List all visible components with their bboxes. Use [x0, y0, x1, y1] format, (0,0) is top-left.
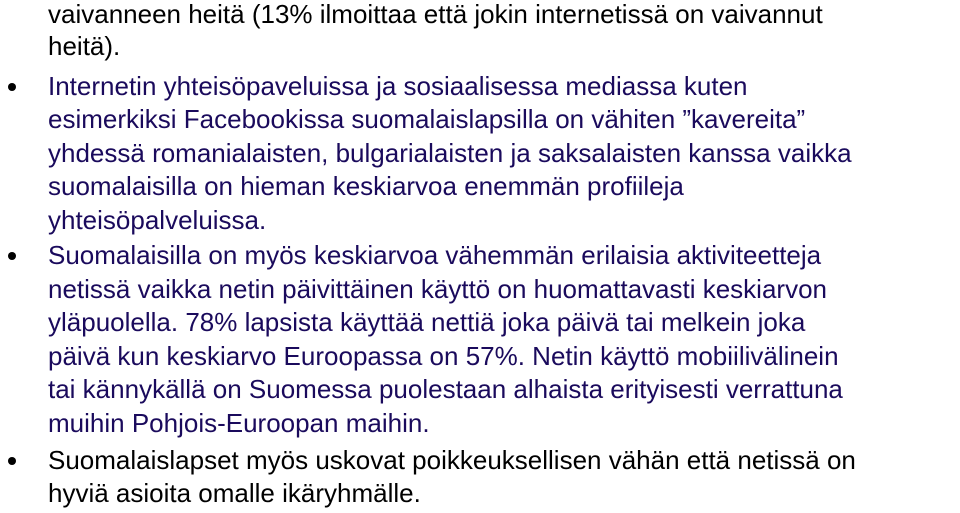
text-line: netissä vaikka netin päivittäinen käyttö on huomattavasti keskiarvon [48, 274, 827, 304]
text-line: vaivanneen heitä (13% ilmoittaa että jokin internetissä on vaivannut [48, 0, 823, 29]
text-line: yhteisöpalveluissa. [48, 205, 267, 235]
text-line: esimerkiksi Facebookissa suomalaislapsilla on vähiten ”kavereita” [48, 104, 806, 134]
text-line: Suomalaislapset myös uskovat poikkeuksellisen vähän että netissä on [48, 445, 856, 475]
text-line: heitä). [48, 31, 121, 61]
text-line: yläpuolella. 78% lapsista käyttää nettiä joka päivä tai melkein joka [48, 307, 806, 337]
bullet-icon [8, 83, 16, 91]
text-line: yhdessä romanialaisten, bulgarialaisten ja saksalaisten kanssa vaikka [48, 138, 852, 168]
text-line: suomalaisilla on hieman keskiarvoa enemmän profiileja [48, 171, 684, 201]
text-line: Suomalaisilla on myös keskiarvoa vähemmän erilaisia aktiviteetteja [48, 240, 822, 270]
text-line: muihin Pohjois-Euroopan maihin. [48, 408, 430, 438]
bullet-icon [8, 252, 16, 260]
text-line: päivä kun keskiarvo Euroopassa on 57%. Netin käyttö mobiilivälinein [48, 341, 839, 371]
bullet-icon [8, 457, 16, 465]
text-line: Internetin yhteisöpaveluissa ja sosiaalisessa mediassa kuten [48, 71, 748, 101]
text-line: hyviä asioita omalle ikäryhmälle. [48, 478, 421, 508]
text-line: tai kännykällä on Suomessa puolestaan alhaista erityisesti verrattuna [48, 374, 843, 404]
